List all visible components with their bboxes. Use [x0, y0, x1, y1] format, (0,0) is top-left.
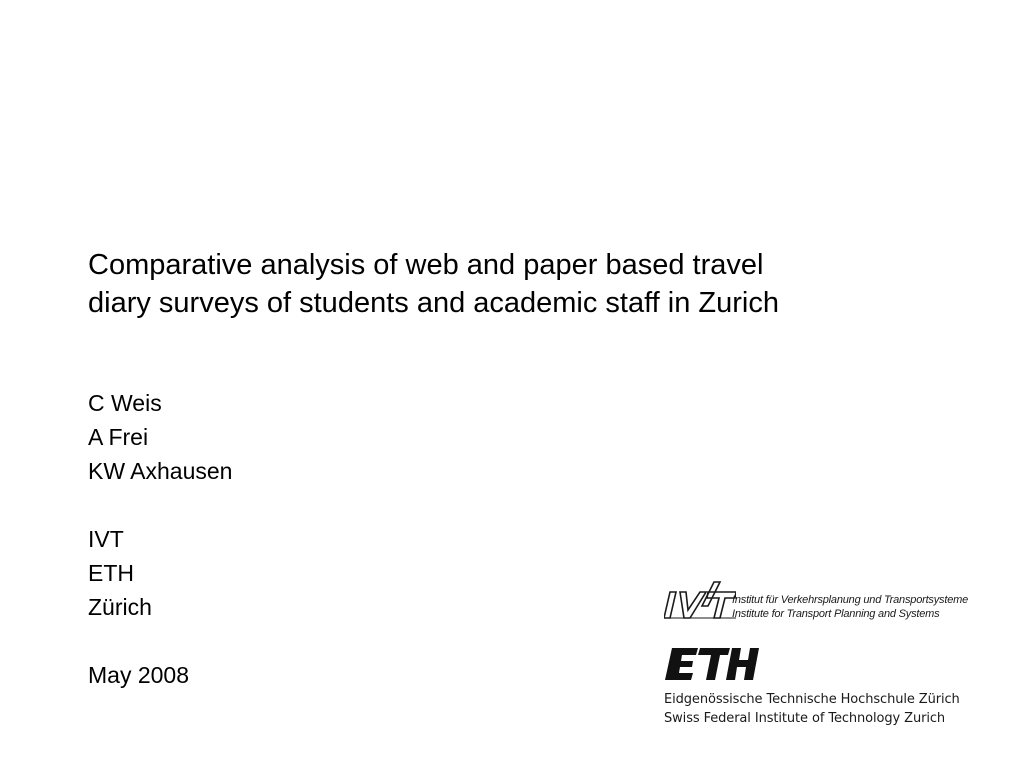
spacer — [88, 488, 232, 522]
author-3: KW Axhausen — [88, 458, 233, 484]
ivt-logo-text — [732, 593, 968, 621]
title-line-1: Comparative analysis of web and paper based travel — [88, 249, 764, 281]
ivt-logo — [664, 578, 994, 624]
ivt-logo-mark — [664, 578, 736, 624]
title-line-2: diary surveys of students and academic staff in Zurich — [88, 287, 779, 319]
ivt-line-de: Institut für Verkehrsplanung und Transportsysteme — [732, 594, 968, 606]
eth-logo-mark — [664, 646, 764, 682]
affiliation-3: Zürich — [88, 594, 152, 620]
author-1: C Weis — [88, 390, 162, 416]
eth-line-de: Eidgenössische Technische Hochschule Zürich — [664, 692, 960, 707]
slide-title — [88, 246, 948, 322]
affiliation-1: IVT — [88, 526, 124, 552]
date: May 2008 — [88, 662, 190, 688]
eth-line-en: Swiss Federal Institute of Technology Zurich — [664, 711, 946, 726]
slide-info — [88, 386, 232, 692]
spacer — [88, 624, 232, 658]
ivt-line-en: Institute for Transport Planning and Systems — [732, 608, 940, 620]
author-2: A Frei — [88, 424, 149, 450]
eth-logo-text — [664, 690, 960, 728]
affiliation-2: ETH — [88, 560, 134, 586]
